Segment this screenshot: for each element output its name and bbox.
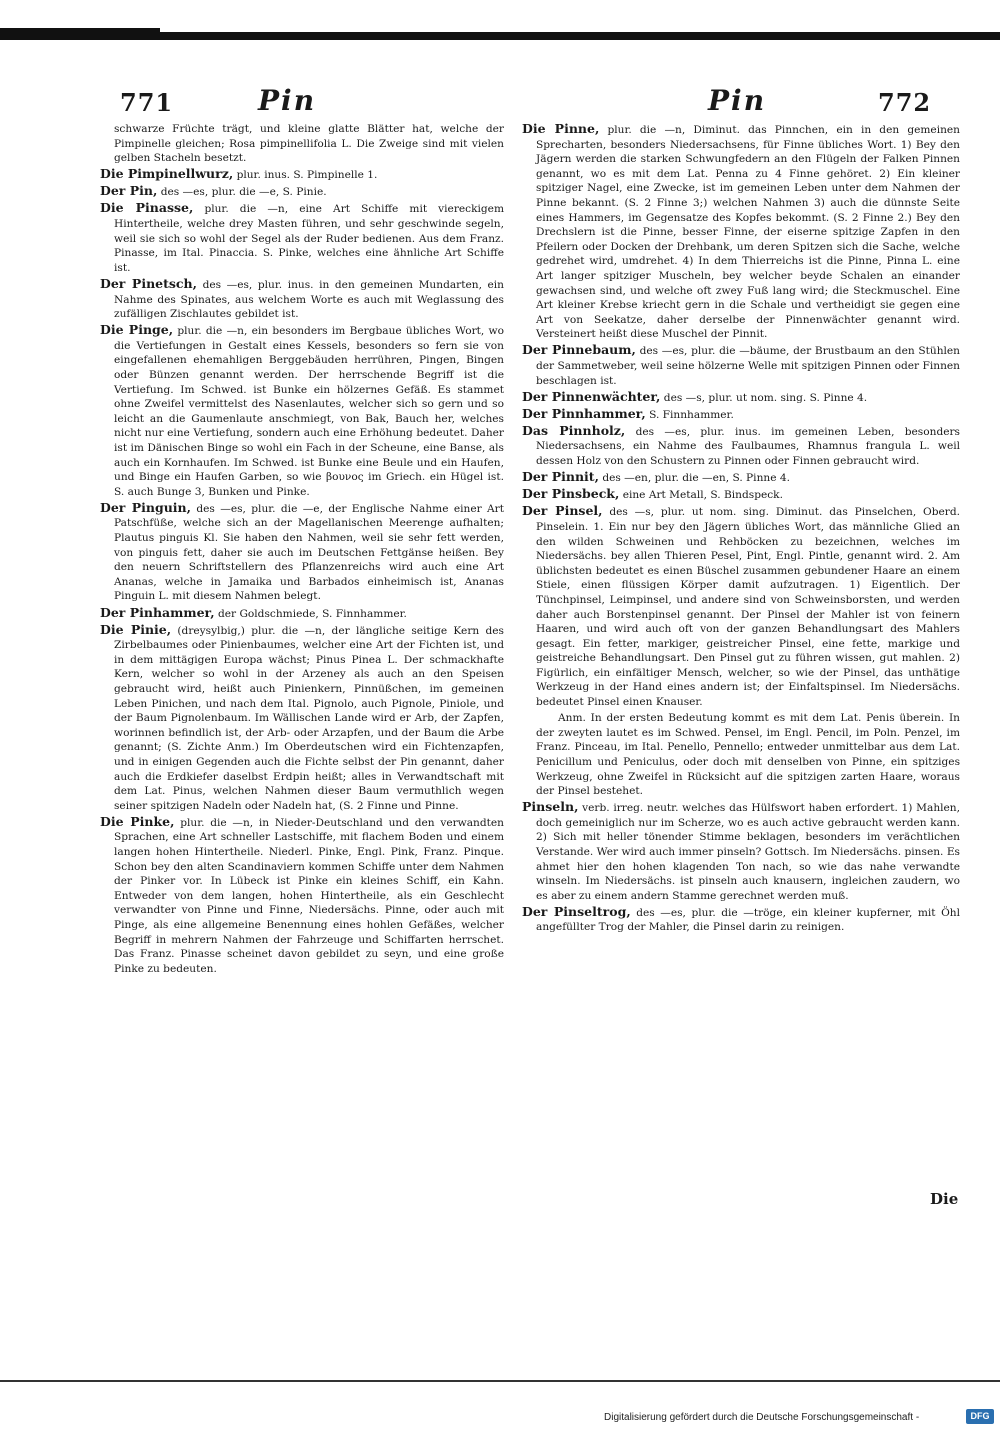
dictionary-entry [100, 184, 504, 200]
entry-headword: Pinseln, [522, 799, 579, 815]
entry-headword: Der Pinsel, [522, 503, 603, 519]
dictionary-entry [100, 201, 504, 275]
entry-headword: Der Pinsbeck, [522, 486, 620, 502]
dictionary-entry [522, 343, 960, 388]
dictionary-entry [522, 800, 960, 903]
entry-text: (dreysylbig,) plur. die —n, der längliche seitige Kern des Zirbelbaumes oder Pinienbaumes, welcher eine Art der Fichten ist, und in dem mittägigen Europa wächst; Pinus Pinea L. Der schmackhafte Kern, welcher so wohl in der Arzeney als auch an den Speisen gebraucht wird, heißt auch Pinienkern, Pinnüßchen, im gemeinen Leben Pinichen, und nach dem Ital. Pignolo, auch Pignole, Piniole, und der Baum Pignolenbaum. Im Wällischen Lande wird er Arb, der Zapfen, worinnen befindlich ist, der Arb- oder Arzapfen, und der Baum die Arbe genannt; (S. Zichte Anm.) Im Oberdeutschen wird ein Fichtenzapfen, und in einigen Gegenden auch die Fichte selbst der Pin genannt, daher auch die Erdkiefer daselbst Erdpin heißt; alles in Verwandtschaft mit dem Lat. Pinus, welchen Nahmen dieser Baum vermuthlich wegen seiner spitzigen Nadeln oder Nadeln hat, (S. 2 Finne und Pinne. [114, 624, 504, 812]
entry-text: plur. die —n, eine Art Schiffe mit viereckigem Hintertheile, welche drey Masten führen, und sehr geschwinde segeln, weil sie sich so wohl der Segel als der Ruder bedienen. Aus dem Franz. Pinasse, im Ital. Pinaccia. S. Pinke, welches eine ähnliche Art Schiffe ist. [114, 203, 504, 274]
dictionary-entry [100, 323, 504, 499]
entry-headword: Der Pinetsch, [100, 275, 197, 291]
dictionary-entry [522, 487, 960, 503]
entry-headword: Die Pinasse, [100, 200, 194, 216]
entry-headword: Der Pinnhammer, [522, 405, 646, 421]
dictionary-entry [100, 606, 504, 622]
entry-text: plur. die —n, ein besonders im Bergbaue übliches Wort, wo die Vertiefungen in Gestalt eines Kessels, besonders so fern sie von eingefallenen ehemahligen Berggebäuden herrühren, Pingen, Bingen oder Bünzen genannt werden. Der herrschende Begriff ist die Vertiefung. Im Schwed. ist Bunke ein hölzernes Gefäß. Es stammet ohne Zweifel vermittelst des Nasenlautes, welcher sich so gern und so leicht an die Gaumenlaute anschmiegt, von Bak, Bauch her, welches nicht nur eine Vertiefung, sondern auch eine Erhöhung bedeutet. Daher ist im Dänischen Binge so wohl ein Fach in der Scheune, eine Banse, als auch ein Kornhaufen. Im Schwed. ist Bunke eine Beule und ein Haufen, und Binge ein Haufen Garben, so wie βουνος im Griech. ein Hügel ist. S. auch Bunge 3, Bunken und Pinke. [114, 325, 504, 498]
entry-text: Anm. In der ersten Bedeutung kommt es mit dem Lat. Penis überein. In der zweyten lautet es im Schwed. Pensel, im Engl. Pencil, im Poln. Penzel, im Franz. Pinceau, im Ital. Penello, Pennello; entweder unmittelbar aus dem Lat. Penicillum und Peniculus, oder doch mit denselben von Pinne, ein spitziges Werkzeug, ohne Zweifel in Rücksicht auf die spitzigen zarten Haare, woraus der Pinsel bestehet. [536, 712, 960, 798]
entry-text: plur. die —n, in Nieder-Deutschland und den verwandten Sprachen, eine Art schneller Lastschiffe, mit flachem Boden und einem langen hohen Hintertheile. Niederl. Pinke, Engl. Pink, Franz. Pinque. Schon bey den alten Scandinaviern kommen Schiffe unter dem Nahmen der Pinker vor. In Lübeck ist Pinke ein kleines Schiff, ein Kahn. Entweder von dem langen, hohen Hintertheile, als ein Geschlecht verwandter von Pinne und Finne, Niedersächs. Pinne, oder auch mit Pinge, als eine allgemeine Benennung eines hohlen Gefäßes, welcher Begriff in mehrern Nahmen der Fahrzeuge und Schiffarten herrschet. Das Franz. Pinasse scheinet davon gebildet zu seyn, und eine große Pinke zu bedeuten. [114, 816, 504, 975]
entry-headword: Der Pinnit, [522, 469, 599, 485]
entry-text: des —s, plur. ut nom. sing. Diminut. das Pinselchen, Oberd. Pinselein. 1. Ein nur bey den Jägern übliches Wort, das männliche Glied an den wilden Schweinen und Rehböcken zu bezeichnen, welches im Niedersächs. bey allen Thieren Pesel, Pint, Engl. Pintle, genannt wird. 2. Am üblichsten bedeutet es einen Büschel zusammen gebundener Haare an einem Stiele, einen flüssigen Körper damit aufzutragen. 1) Eigentlich. Der Tünchpinsel, Leimpinsel, und andere sind von Schweinsborsten, und werden daher auch Borstenpinsel genannt. Der Pinsel der Mahler ist von feinern Haaren, und wird auch oft von der ganzen Behandlungsart des Mahlers gesagt. Ein fetter, markiger, geistreicher Pinsel, eine fette, markige und geistreiche Behandlungsart. Den Pinsel gut zu führen wissen, gut mahlen. 2) Figürlich, ein einfältiger Mensch, welcher, so wie der Pinsel, das unthätige Werkzeug in der Hand eines andern ist; der Einfaltspinsel. Im Niedersächs. bedeutet Pinsel einen Knauser. [536, 506, 960, 709]
dictionary-entry [100, 815, 504, 977]
entry-text: des —es, plur. die —e, S. Pinie. [160, 186, 327, 199]
entry-headword: Die Pinge, [100, 322, 174, 338]
entry-headword: Die Pinne, [522, 121, 600, 136]
right-page-number: 772 [878, 88, 932, 117]
entry-text: plur. inus. S. Pimpinelle 1. [236, 169, 378, 182]
entry-text: des —es, plur. die —tröge, ein kleiner kupferner, mit Öhl angefüllter Trog der Mahler, die Pinsel darin zu reinigen. [536, 906, 960, 934]
entry-text: des —en, plur. die —en, S. Pinne 4. [602, 472, 790, 485]
dictionary-entry [522, 470, 960, 486]
dictionary-entry [522, 390, 960, 406]
entry-text: schwarze Früchte trägt, und kleine glatte Blätter hat, welche der Pimpinelle gleichen; Rosa pimpinellifolia L. Die Zweige sind mit vielen gelben Stacheln besetzt. [114, 123, 504, 165]
entry-text: des —es, plur. inus. im gemeinen Leben, besonders Niedersachsens, ein Nahme des Faulbaumes, Rhamnus frangula L. weil dessen Holz von den Schustern zu Pinnen oder Finnen gebraucht wird. [536, 425, 960, 468]
right-running-head: Pin [708, 84, 767, 117]
left-running-head: Pin [258, 84, 317, 117]
dfg-logo: DFG [966, 1409, 994, 1424]
entry-text: S. Finnhammer. [649, 408, 734, 421]
entry-headword: Der Pinseltrog, [522, 903, 631, 919]
entry-headword: Die Pimpinellwurz, [100, 166, 234, 182]
entry-text: plur. die —n, Diminut. das Pinnchen, ein in den gemeinen Sprecharten, besonders Niedersachsens, für Finne übliches Wort. 1) Bey den Jägern werden die starken Schwungfedern an den Flügeln der Falken Pinnen genannt, wo es mit dem Lat. Penna zu 4 Finne gehöret. 2) Ein kleiner spitziger Nagel, eine Zwecke, ist im gemeinen Leben unter dem Nahmen der Pinne bekannt. (S. 2 Finne 3;) welchen Nahmen 3) auch die dünnste Seite eines Hammers, im Gegensatze des Kopfes bekommt. (S. 2 Finne 2.) Bey den Drechslern ist die Pinne, besser Finne, der eiserne spitzige Zapfen in den Pfeilern oder Docken der Drehbank, um deren Spitzen sich die Sache, welche gedrehet wird, umdrehet. 4) In dem Thierreichs ist die Pinne, Pinna L. eine Art langer spitziger Muscheln, bey welcher beyde Schalen an einander gewachsen sind, und welche oft zwey Fuß lang wird; die Steckmuschel. Eine Art kleiner Krebse kriecht gern in die Schale und vertheidigt sie gegen eine Art von Seekatze, daher derselbe der Pinnenwächter genannt wird. Versteinert heißt diese Muschel der Pinnit. [536, 124, 960, 341]
entry-headword: Der Pin, [100, 183, 158, 199]
dictionary-entry [100, 501, 504, 604]
entry-headword: Der Pinhammer, [100, 604, 215, 620]
entry-headword: Die Pinie, [100, 621, 172, 637]
entry-text: des —es, plur. inus. in den gemeinen Mundarten, ein Nahme des Spinates, aus welchem Worte es auch mit Weglassung des zufälligen Zischlautes gebildet ist. [114, 278, 504, 321]
entry-headword: Die Pinke, [100, 813, 175, 829]
entry-text: verb. irreg. neutr. welches das Hülfswort haben erfordert. 1) Mahlen, doch gemeiniglich nur im Scherze, wo es auch active gebraucht werden kann. 2) Sich mit heller tönender Stimme beklagen, besonders im verächtlichen Verstande. Wer wird auch immer pinseln? Gottsch. Im Niedersächs. pinsen. Es ahmet hier den hohen klagenden Ton nach, so wie das nahe verwandte winseln. Im Niedersächs. ist pinseln auch knausern, ingleichen zaudern, wo es aber zu einem andern Stamme gerechnet werden muß. [536, 802, 960, 902]
dictionary-entry [100, 167, 504, 183]
bottom-scan-rule [0, 1380, 1000, 1382]
right-column [522, 122, 960, 937]
dictionary-entry [522, 122, 960, 342]
entry-text: der Goldschmiede, S. Finnhammer. [217, 607, 407, 620]
top-scan-edge [0, 32, 1000, 40]
dictionary-entry [100, 623, 504, 814]
dictionary-entry [100, 277, 504, 322]
left-page-number: 771 [120, 88, 174, 117]
dictionary-entry [100, 122, 504, 166]
entry-headword: Der Pinguin, [100, 499, 191, 515]
dictionary-entry [522, 905, 960, 935]
entry-text: des —es, plur. die —e, der Englische Nahme einer Art Patschfüße, welche sich an der Magellanischen Meerenge aufhalten; Plautus pinguis Kl. Sie haben den Nahmen, weil sie sehr fett werden, von pinguis fett, daher sie auch im Deutschen Fettgänse heißen. Bey den neuern Schriftstellern des Pflanzenreichs wird auch eine Art Ananas, welche in Jamaika und Barbados einheimisch ist, Ananas Pinguin L. mit diesem Nahmen belegt. [114, 502, 505, 603]
dictionary-entry [522, 407, 960, 423]
dictionary-entry [522, 504, 960, 709]
entry-text: des —es, plur. die —bäume, der Brustbaum an den Stühlen der Sammetweber, weil seine hölzerne Welle mit spitzigen Pinnen oder Finnen beschlagen ist. [536, 345, 960, 387]
entry-text: des —s, plur. ut nom. sing. S. Pinne 4. [663, 391, 868, 404]
entry-headword: Das Pinnholz, [522, 422, 626, 438]
entry-headword: Der Pinnebaum, [522, 342, 636, 358]
catchword: Die [930, 1190, 959, 1208]
footer-credit: Digitalisierung gefördert durch die Deutsche Forschungsgemeinschaft - [604, 1412, 920, 1423]
dictionary-entry [522, 424, 960, 469]
entry-text: eine Art Metall, S. Bindspeck. [622, 489, 783, 502]
entry-headword: Der Pinnenwächter, [522, 388, 661, 404]
left-column [100, 122, 504, 978]
dictionary-note [522, 711, 960, 799]
